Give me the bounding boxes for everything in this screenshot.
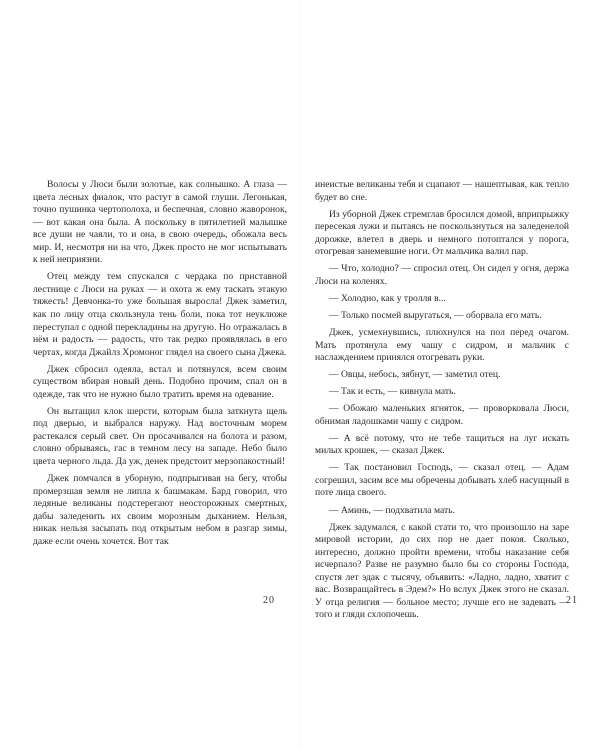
dialogue-line: — Овцы, небось, зябнут, — заметил отец. [329, 369, 501, 381]
paragraph: Джек задумался, с какой стати то, что произошло на заре мировой истории, до сих пор не дает покоя. Сколько, интересно, должно пройти времени, чтобы наказание себя исчерпало? Разве не разумно было бы со стороны Господа, спустя лет эдак с тысячу, объявить: «Ладно, ладно, хватит с вас. Возвращайтесь в Эдем?» Но вслух Джек этого не сказал. У отца религия — больное место; лучше его не задевать — того и гляди схлопочешь. [315, 521, 569, 621]
dialogue-line: — Аминь, — подхватила мать. [329, 504, 455, 516]
paragraph: Волосы у Люси были золотые, как солнышко. А глаза — цвета лесных фиалок, что растут в самой глуши. Легонькая, точно пушинка чертополоха, и беспечная, словно жаворонок, — вот какая она была. А поскольку в пятилетней малышке все души не чаяли, то и она, в свою очередь, обожала весь мир. И, несмотря ни на что, Джек просто не мог испытывать к ней неприязни. [33, 179, 287, 266]
dialogue-line: — Что, холодно? — спросил отец. Он сидел у огня, держа Люси на коленях. [315, 263, 569, 287]
page-number-left: 20 [263, 595, 275, 606]
paragraph: Джек, усмехнувшись, плюхнулся на пол перед очагом. Мать протянула ему чашу с сидром, и мальчик с наслаждением принялся отогревать руки. [315, 326, 569, 364]
dialogue-line: — Так постановил Господь, — сказал отец. — Адам согрешил, засим все мы обречены добывать хлеб насущный в поте лица своего. [315, 462, 569, 499]
paragraph: Из уборной Джек стремглав бросился домой, вприпрыжку пересекая лужи и пытаясь не поскользнуться на заледенелой дорожке, влетел в дверь и немного потоптался у порога, отогревая занемевшие ноги. От мальчика валил пар. [315, 208, 569, 258]
paragraph: Джек помчался в уборную, подпрыгивая на бегу, чтобы промерзшая земля не липла к башмакам. Бард говорил, что ледяные великаны подстерегают неосторожных смертных, дабы заледенить их своим морозным дыханием. Нельзя, никак нельзя засыпать под открытым небом в разгар зимы, даже если очень хочется. Вот так [33, 473, 287, 547]
paragraph-continued: инеистые великаны тебя и сцапают — нашептывая, как тепло будет во сне. [315, 179, 569, 203]
paragraph: Он вытащил клок шерсти, которым была заткнута щель под дверью, и выбрался наружу. Над восточным морем растекался серый свет. Он просачивался на болота и разом, словно обрываясь, гас в темном лесу на западе. Небо было цвета черного льда. Да уж, денек предстоит мерзопакостный! [33, 405, 287, 467]
dialogue-line: — Холодно, как у тролля в... [329, 292, 446, 304]
left-page-text [33, 179, 287, 548]
paragraph: Джек сбросил одеяла, встал и потянулся, всем своим существом вбирая новый день. Подобно прочим, спал он в одежде, так что не нужно было тратить время на одевание. [33, 363, 287, 400]
dialogue-line: — Так и есть, — кивнула мать. [329, 386, 456, 398]
dialogue-line: — А всё потому, что не тебе тащиться на луг искать милых крошек, — сказал Джек. [315, 432, 569, 457]
page-number-right: 21 [566, 595, 578, 606]
right-page-text [315, 179, 569, 622]
paragraph: Отец между тем спускался с чердака по приставной лестнице с Люси на руках — и охота ж ему таскать этакую тяжесть! Девчонка-то уже большая выросла! Джек заметил, как по лицу отца скользнула тень боли, пока тот неуклюже переступал с одной перекладины на другую. Но отражалась в нём и радость — радость, что так редко проявлялась в его чертах, когда Джайлз Хромоног глядел на своего сына Джека. [33, 271, 287, 358]
dialogue-line: — Только посмей выругаться, — оборвала его мать. [329, 309, 542, 321]
page-gutter [299, 0, 300, 750]
dialogue-line: — Обожаю маленьких ягняток, — проворковала Люси, обнимая ладошками чашу с сидром. [315, 403, 569, 427]
